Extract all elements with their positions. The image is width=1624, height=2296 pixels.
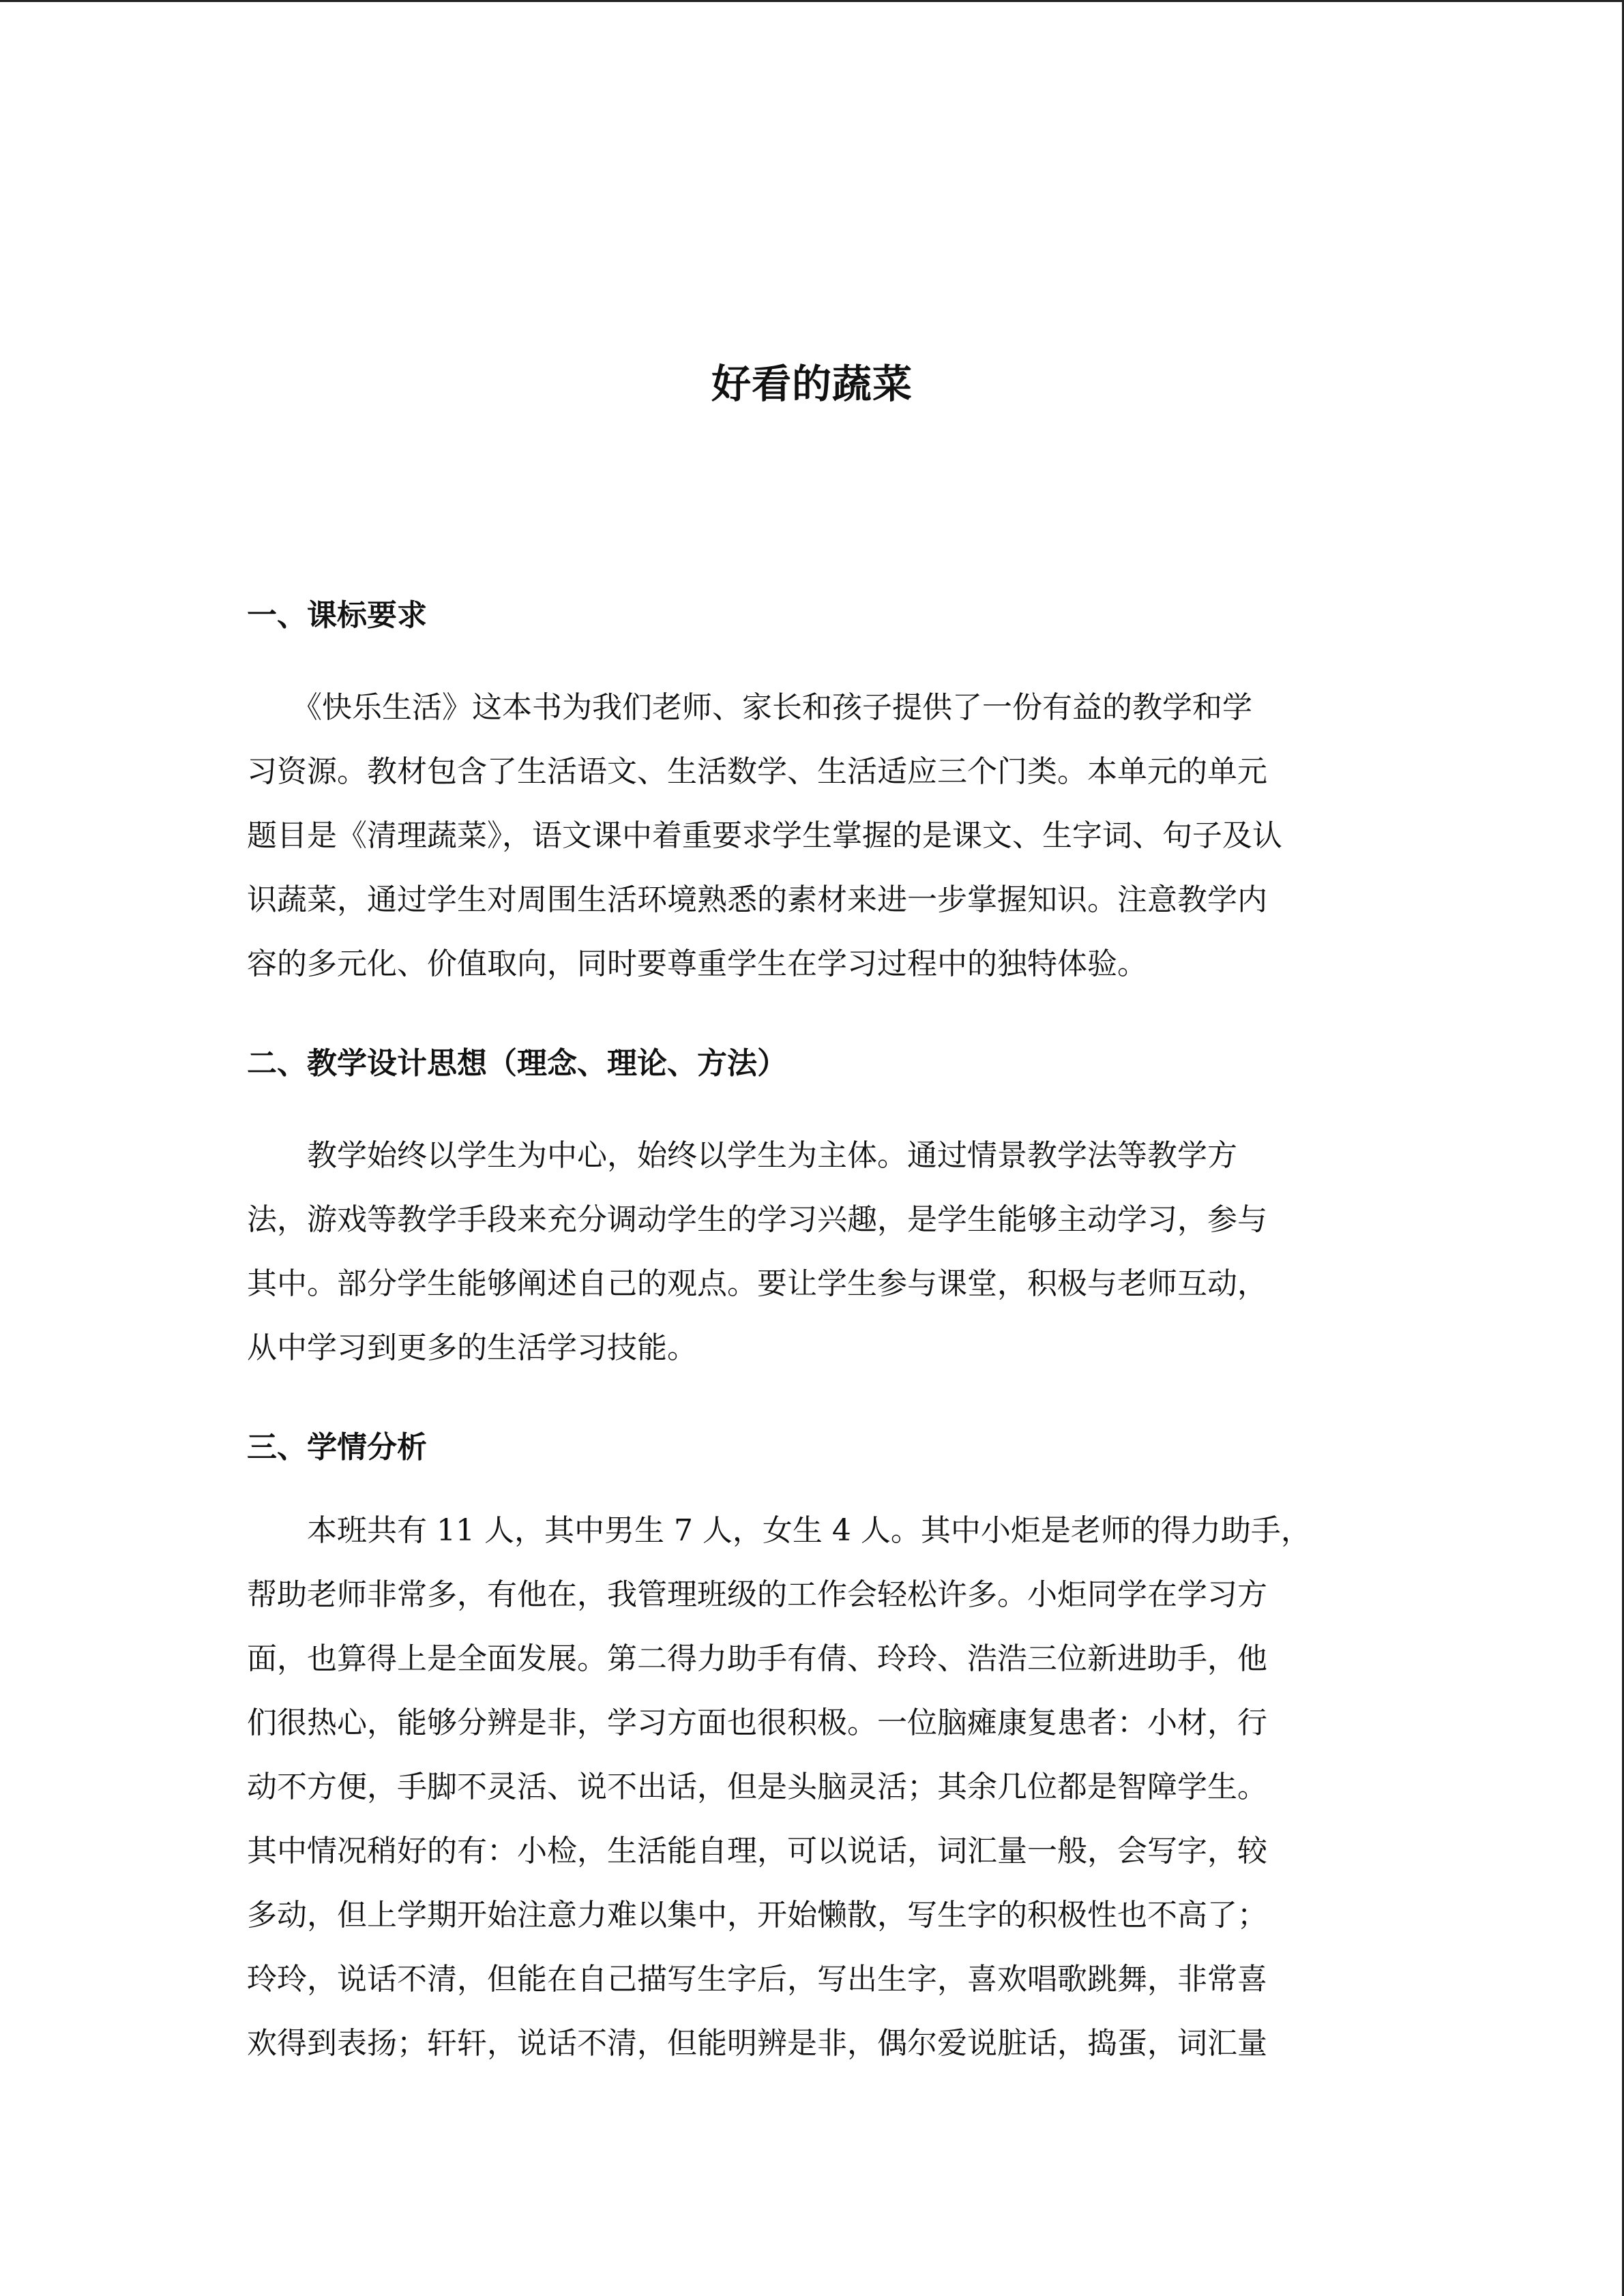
paragraph-line: 教学始终以学生为中心，始终以学生为主体。通过情景教学法等教学方 <box>247 1138 1237 1173</box>
section-paragraph-curriculum-standards <box>247 676 1372 996</box>
section-heading-curriculum-standards: 一、课标要求 <box>247 598 427 633</box>
paragraph-line: 容的多元化、价值取向，同时要尊重学生在学习过程中的独特体验。 <box>247 946 1147 981</box>
paragraph-line: 玲玲，说话不清，但能在自己描写生字后，写出生字，喜欢唱歌跳舞，非常喜 <box>247 1962 1267 1997</box>
paragraph-line: 法，游戏等教学手段来充分调动学生的学习兴趣，是学生能够主动学习，参与 <box>247 1202 1267 1237</box>
section-heading-student-analysis: 三、学情分析 <box>247 1430 427 1465</box>
paragraph-line: 动不方便，手脚不灵活、说不出话，但是头脑灵活；其余几位都是智障学生。 <box>247 1770 1267 1804</box>
paragraph-line: 《快乐生活》这本书为我们老师、家长和孩子提供了一份有益的教学和学 <box>247 690 1252 725</box>
paragraph-line: 欢得到表扬；轩轩，说话不清，但能明辨是非，偶尔爱说脏话，捣蛋，词汇量 <box>247 2026 1267 2061</box>
paragraph-line: 们很热心，能够分辨是非，学习方面也很积极。一位脑瘫康复患者：小材，行 <box>247 1705 1267 1740</box>
paragraph-line: 从中学习到更多的生活学习技能。 <box>247 1330 697 1365</box>
paragraph-line: 帮助老师非常多，有他在，我管理班级的工作会轻松许多。小炬同学在学习方 <box>247 1577 1267 1612</box>
paragraph-line: 识蔬菜，通过学生对周围生活环境熟悉的素材来进一步掌握知识。注意教学内 <box>247 882 1267 917</box>
paragraph-line: 其中。部分学生能够阐述自己的观点。要让学生参与课堂，积极与老师互动， <box>247 1266 1267 1301</box>
document-title: 好看的蔬菜 <box>711 361 913 407</box>
section-heading-design-philosophy: 二、教学设计思想（理念、理论、方法） <box>247 1046 787 1081</box>
section-paragraph-design-philosophy <box>247 1124 1372 1380</box>
section-paragraph-student-analysis <box>247 1499 1372 2076</box>
paragraph-line: 多动，但上学期开始注意力难以集中，开始懒散，写生字的积极性也不高了； <box>247 1898 1267 1933</box>
paragraph-line: 面，也算得上是全面发展。第二得力助手有倩、玲玲、浩浩三位新进助手，他 <box>247 1641 1267 1676</box>
paragraph-line: 本班共有 11 人，其中男生 7 人，女生 4 人。其中小炬是老师的得力助手， <box>247 1513 1311 1548</box>
paragraph-line: 其中情况稍好的有：小检，生活能自理，可以说话，词汇量一般，会写字，较 <box>247 1834 1267 1868</box>
paragraph-line: 题目是《清理蔬菜》，语文课中着重要求学生掌握的是课文、生字词、句子及认 <box>247 818 1282 853</box>
paragraph-line: 习资源。教材包含了生活语文、生活数学、生活适应三个门类。本单元的单元 <box>247 754 1267 789</box>
